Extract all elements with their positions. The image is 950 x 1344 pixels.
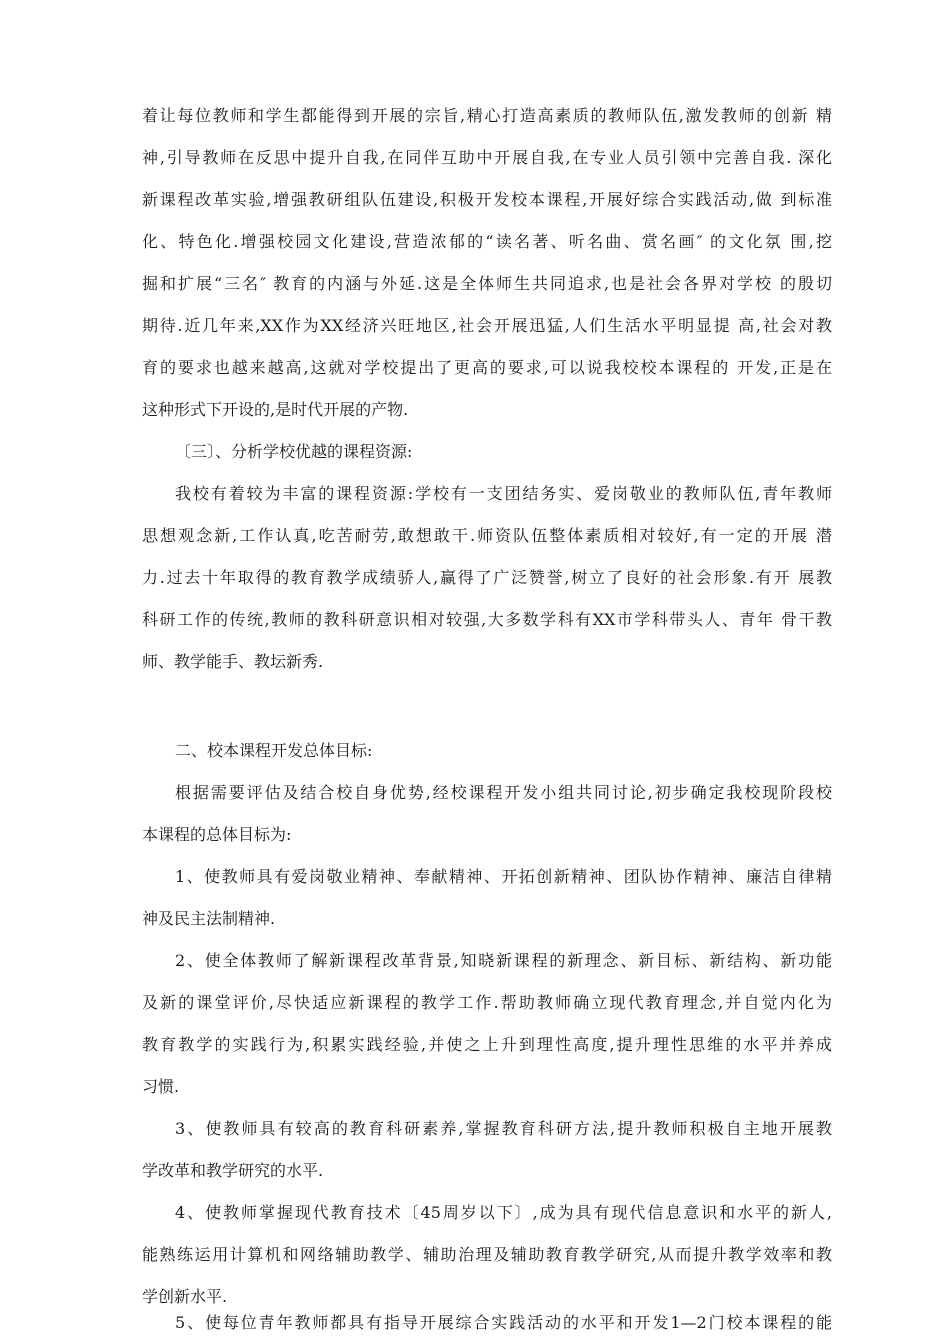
- heading-overall-goals: 二、校本课程开发总体目标:: [175, 741, 373, 760]
- text-line: 能熟练运用计算机和网络辅助教学、辅助治理及辅助教育教学研究,从而提升教学效率和教: [142, 1245, 832, 1264]
- text-line: 教育教学的实践行为,积累实践经验,并使之上升到理性高度,提升理性思维的水平并养成: [142, 1035, 832, 1054]
- text-line: 本课程的总体目标为:: [142, 825, 292, 844]
- text-line: 3、使教师具有较高的教育科研素养,掌握教育科研方法,提升教师积极自主地开展教: [175, 1119, 832, 1138]
- text-line: 师、教学能手、教坛新秀.: [142, 652, 324, 671]
- text-line: 学改革和教学研究的水平.: [142, 1161, 324, 1180]
- goal-item-5: 5、使每位青年教师都具有指导开展综合实践活动的水平和开发1—2门校本课程的能: [175, 1313, 832, 1332]
- text-line: 神,引导教师在反思中提升自我,在同伴互助中开展自我,在专业人员引领中完善自我. 深化: [142, 148, 832, 167]
- text-line: 根据需要评估及结合校自身优势,经校课程开发小组共同讨论,初步确定我校现阶段校: [175, 783, 832, 802]
- text-line: 期待.近几年来,XX作为XX经济兴旺地区,社会开展迅猛,人们生活水平明显提 高,社会对教: [142, 316, 832, 335]
- text-line: 习惯.: [142, 1077, 180, 1096]
- text-line: 学创新水平.: [142, 1287, 228, 1306]
- text-line: 及新的课堂评价,尽快适应新课程的教学工作.帮助教师确立现代教育理念,并自觉内化为: [142, 993, 832, 1012]
- text-line: 力.过去十年取得的教育教学成绩骄人,赢得了广泛赞誉,树立了良好的社会形象.有开 展教: [142, 568, 832, 587]
- heading-course-resources: 〔三〕、分析学校优越的课程资源:: [175, 442, 413, 461]
- text-line: 育的要求也越来越高,这就对学校提出了更高的要求,可以说我校校本课程的 开发,正是在: [142, 358, 832, 377]
- text-line: 4、使教师掌握现代教育技术〔45周岁以下〕,成为具有现代信息意识和水平的新人,: [175, 1203, 832, 1222]
- text-line: 我校有着较为丰富的课程资源:学校有一支团结务实、爱岗敬业的教师队伍,青年教师: [175, 484, 832, 503]
- text-line: 新课程改革实验,增强教研组队伍建设,积极开发校本课程,开展好综合实践活动,做 到标准: [142, 190, 832, 209]
- text-line: 2、使全体教师了解新课程改革背景,知晓新课程的新理念、新目标、新结构、新功能: [175, 951, 832, 970]
- text-line: 着让每位教师和学生都能得到开展的宗旨,精心打造高素质的教师队伍,激发教师的创新 精: [142, 106, 832, 125]
- text-line: 这种形式下开设的,是时代开展的产物.: [142, 400, 409, 419]
- text-line: 1、使教师具有爱岗敬业精神、奉献精神、开拓创新精神、团队协作精神、廉洁自律精: [175, 867, 832, 886]
- text-line: 神及民主法制精神.: [142, 909, 276, 928]
- text-line: 掘和扩展“三名″ 教育的内涵与外延.这是全体师生共同追求,也是社会各界对学校 的殷切: [142, 274, 832, 293]
- text-line: 科研工作的传统,教师的教科研意识相对较强,大多数学科有XX市学科带头人、青年 骨干教: [142, 610, 832, 629]
- text-line: 化、特色化.增强校园文化建设,营造浓郁的“读名著、听名曲、赏名画″ 的文化氛 围,挖: [142, 232, 832, 251]
- text-line: 思想观念新,工作认真,吃苦耐劳,敢想敢干.师资队伍整体素质相对较好,有一定的开展 潜: [142, 526, 832, 545]
